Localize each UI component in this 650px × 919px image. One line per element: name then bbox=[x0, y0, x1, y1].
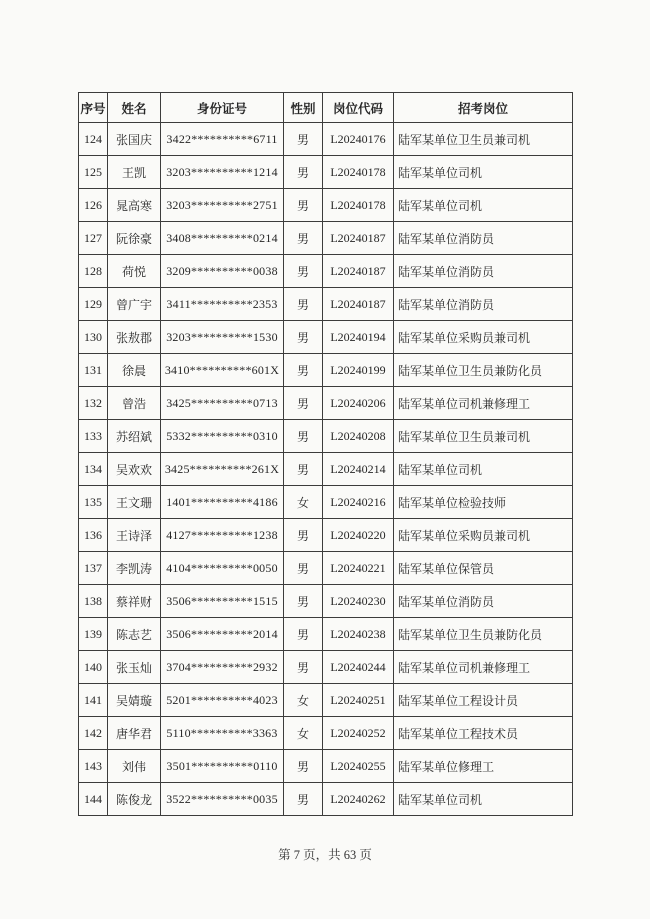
roster-table bbox=[78, 92, 573, 816]
cell-id-number: 3506**********1515 bbox=[161, 585, 284, 618]
cell-position-code: L20240206 bbox=[323, 387, 394, 420]
table-row bbox=[79, 552, 573, 585]
cell-position-code: L20240230 bbox=[323, 585, 394, 618]
cell-sequence-number: 136 bbox=[79, 519, 108, 552]
table-row bbox=[79, 189, 573, 222]
cell-name: 曾浩 bbox=[108, 387, 161, 420]
page-indicator: 第 7 页，共 63 页 bbox=[278, 848, 372, 862]
cell-sequence-number: 124 bbox=[79, 123, 108, 156]
cell-name: 王文珊 bbox=[108, 486, 161, 519]
column-header-sequence-number: 序号 bbox=[79, 93, 108, 123]
cell-sequence-number: 144 bbox=[79, 783, 108, 816]
cell-name: 吴欢欢 bbox=[108, 453, 161, 486]
cell-name: 刘伟 bbox=[108, 750, 161, 783]
cell-recruitment-position: 陆军某单位司机兼修理工 bbox=[394, 651, 573, 684]
cell-gender: 男 bbox=[284, 420, 323, 453]
cell-id-number: 3704**********2932 bbox=[161, 651, 284, 684]
cell-recruitment-position: 陆军某单位修理工 bbox=[394, 750, 573, 783]
cell-id-number: 3203**********2751 bbox=[161, 189, 284, 222]
roster-table-header bbox=[79, 93, 573, 123]
table-row bbox=[79, 420, 573, 453]
cell-gender: 男 bbox=[284, 552, 323, 585]
cell-sequence-number: 133 bbox=[79, 420, 108, 453]
cell-name: 王诗泽 bbox=[108, 519, 161, 552]
cell-name: 荷悦 bbox=[108, 255, 161, 288]
cell-id-number: 3411**********2353 bbox=[161, 288, 284, 321]
cell-recruitment-position: 陆军某单位司机 bbox=[394, 453, 573, 486]
cell-name: 张敖郡 bbox=[108, 321, 161, 354]
cell-position-code: L20240187 bbox=[323, 288, 394, 321]
cell-name: 曾广宇 bbox=[108, 288, 161, 321]
cell-sequence-number: 130 bbox=[79, 321, 108, 354]
table-row bbox=[79, 717, 573, 750]
cell-sequence-number: 125 bbox=[79, 156, 108, 189]
cell-gender: 男 bbox=[284, 585, 323, 618]
cell-position-code: L20240244 bbox=[323, 651, 394, 684]
table-row bbox=[79, 684, 573, 717]
cell-position-code: L20240187 bbox=[323, 222, 394, 255]
cell-sequence-number: 131 bbox=[79, 354, 108, 387]
cell-recruitment-position: 陆军某单位工程设计员 bbox=[394, 684, 573, 717]
roster-table-body bbox=[79, 123, 573, 816]
table-row bbox=[79, 486, 573, 519]
cell-id-number: 3425**********0713 bbox=[161, 387, 284, 420]
cell-gender: 女 bbox=[284, 486, 323, 519]
table-row bbox=[79, 519, 573, 552]
cell-name: 徐晨 bbox=[108, 354, 161, 387]
cell-recruitment-position: 陆军某单位检验技师 bbox=[394, 486, 573, 519]
cell-id-number: 4127**********1238 bbox=[161, 519, 284, 552]
cell-gender: 男 bbox=[284, 222, 323, 255]
table-row bbox=[79, 585, 573, 618]
cell-position-code: L20240208 bbox=[323, 420, 394, 453]
cell-sequence-number: 126 bbox=[79, 189, 108, 222]
cell-name: 蔡祥财 bbox=[108, 585, 161, 618]
cell-id-number: 3408**********0214 bbox=[161, 222, 284, 255]
cell-sequence-number: 128 bbox=[79, 255, 108, 288]
cell-gender: 男 bbox=[284, 354, 323, 387]
cell-gender: 男 bbox=[284, 750, 323, 783]
cell-recruitment-position: 陆军某单位消防员 bbox=[394, 255, 573, 288]
cell-position-code: L20240216 bbox=[323, 486, 394, 519]
table-row bbox=[79, 783, 573, 816]
cell-gender: 男 bbox=[284, 453, 323, 486]
cell-sequence-number: 137 bbox=[79, 552, 108, 585]
cell-gender: 男 bbox=[284, 189, 323, 222]
cell-gender: 女 bbox=[284, 684, 323, 717]
table-row bbox=[79, 354, 573, 387]
cell-recruitment-position: 陆军某单位采购员兼司机 bbox=[394, 519, 573, 552]
cell-recruitment-position: 陆军某单位卫生员兼防化员 bbox=[394, 354, 573, 387]
table-row bbox=[79, 651, 573, 684]
cell-sequence-number: 129 bbox=[79, 288, 108, 321]
cell-gender: 男 bbox=[284, 123, 323, 156]
cell-id-number: 5332**********0310 bbox=[161, 420, 284, 453]
cell-sequence-number: 139 bbox=[79, 618, 108, 651]
cell-recruitment-position: 陆军某单位司机 bbox=[394, 156, 573, 189]
cell-position-code: L20240262 bbox=[323, 783, 394, 816]
cell-id-number: 5201**********4023 bbox=[161, 684, 284, 717]
cell-gender: 男 bbox=[284, 288, 323, 321]
cell-position-code: L20240252 bbox=[323, 717, 394, 750]
cell-name: 阮徐豪 bbox=[108, 222, 161, 255]
table-row bbox=[79, 387, 573, 420]
cell-gender: 男 bbox=[284, 321, 323, 354]
cell-recruitment-position: 陆军某单位司机 bbox=[394, 783, 573, 816]
cell-position-code: L20240199 bbox=[323, 354, 394, 387]
cell-recruitment-position: 陆军某单位司机兼修理工 bbox=[394, 387, 573, 420]
cell-id-number: 4104**********0050 bbox=[161, 552, 284, 585]
cell-id-number: 3501**********0110 bbox=[161, 750, 284, 783]
cell-sequence-number: 138 bbox=[79, 585, 108, 618]
cell-id-number: 3425**********261X bbox=[161, 453, 284, 486]
cell-gender: 男 bbox=[284, 651, 323, 684]
cell-id-number: 5110**********3363 bbox=[161, 717, 284, 750]
cell-position-code: L20240178 bbox=[323, 156, 394, 189]
cell-id-number: 3522**********0035 bbox=[161, 783, 284, 816]
cell-position-code: L20240187 bbox=[323, 255, 394, 288]
cell-gender: 女 bbox=[284, 717, 323, 750]
cell-recruitment-position: 陆军某单位消防员 bbox=[394, 222, 573, 255]
cell-sequence-number: 143 bbox=[79, 750, 108, 783]
table-row bbox=[79, 453, 573, 486]
cell-recruitment-position: 陆军某单位保管员 bbox=[394, 552, 573, 585]
table-row bbox=[79, 222, 573, 255]
cell-recruitment-position: 陆军某单位消防员 bbox=[394, 585, 573, 618]
cell-position-code: L20240220 bbox=[323, 519, 394, 552]
cell-recruitment-position: 陆军某单位卫生员兼防化员 bbox=[394, 618, 573, 651]
cell-name: 李凯涛 bbox=[108, 552, 161, 585]
cell-recruitment-position: 陆军某单位消防员 bbox=[394, 288, 573, 321]
cell-id-number: 3410**********601X bbox=[161, 354, 284, 387]
cell-sequence-number: 140 bbox=[79, 651, 108, 684]
table-row bbox=[79, 123, 573, 156]
table-row bbox=[79, 321, 573, 354]
cell-gender: 男 bbox=[284, 255, 323, 288]
table-row bbox=[79, 750, 573, 783]
cell-name: 陈俊龙 bbox=[108, 783, 161, 816]
cell-name: 张国庆 bbox=[108, 123, 161, 156]
cell-position-code: L20240221 bbox=[323, 552, 394, 585]
header-row bbox=[79, 93, 573, 123]
column-header-gender: 性别 bbox=[284, 93, 323, 123]
cell-sequence-number: 132 bbox=[79, 387, 108, 420]
cell-name: 吴婧璇 bbox=[108, 684, 161, 717]
cell-position-code: L20240214 bbox=[323, 453, 394, 486]
cell-sequence-number: 135 bbox=[79, 486, 108, 519]
cell-position-code: L20240255 bbox=[323, 750, 394, 783]
cell-id-number: 3422**********6711 bbox=[161, 123, 284, 156]
cell-name: 王凯 bbox=[108, 156, 161, 189]
cell-gender: 男 bbox=[284, 519, 323, 552]
cell-name: 唐华君 bbox=[108, 717, 161, 750]
cell-position-code: L20240238 bbox=[323, 618, 394, 651]
cell-id-number: 3203**********1530 bbox=[161, 321, 284, 354]
cell-id-number: 1401**********4186 bbox=[161, 486, 284, 519]
cell-recruitment-position: 陆军某单位采购员兼司机 bbox=[394, 321, 573, 354]
cell-id-number: 3203**********1214 bbox=[161, 156, 284, 189]
cell-position-code: L20240251 bbox=[323, 684, 394, 717]
cell-recruitment-position: 陆军某单位卫生员兼司机 bbox=[394, 123, 573, 156]
cell-sequence-number: 134 bbox=[79, 453, 108, 486]
cell-recruitment-position: 陆军某单位司机 bbox=[394, 189, 573, 222]
column-header-name: 姓名 bbox=[108, 93, 161, 123]
table-row bbox=[79, 156, 573, 189]
cell-position-code: L20240176 bbox=[323, 123, 394, 156]
cell-gender: 男 bbox=[284, 387, 323, 420]
cell-sequence-number: 142 bbox=[79, 717, 108, 750]
cell-gender: 男 bbox=[284, 783, 323, 816]
table-row bbox=[79, 288, 573, 321]
cell-recruitment-position: 陆军某单位工程技术员 bbox=[394, 717, 573, 750]
column-header-recruitment-position: 招考岗位 bbox=[394, 93, 573, 123]
table-row bbox=[79, 618, 573, 651]
column-header-id-number: 身份证号 bbox=[161, 93, 284, 123]
cell-gender: 男 bbox=[284, 618, 323, 651]
cell-sequence-number: 127 bbox=[79, 222, 108, 255]
cell-id-number: 3209**********0038 bbox=[161, 255, 284, 288]
cell-name: 张玉灿 bbox=[108, 651, 161, 684]
cell-recruitment-position: 陆军某单位卫生员兼司机 bbox=[394, 420, 573, 453]
cell-name: 陈志艺 bbox=[108, 618, 161, 651]
cell-position-code: L20240194 bbox=[323, 321, 394, 354]
table-row bbox=[79, 255, 573, 288]
cell-name: 苏绍斌 bbox=[108, 420, 161, 453]
column-header-position-code: 岗位代码 bbox=[323, 93, 394, 123]
cell-position-code: L20240178 bbox=[323, 189, 394, 222]
cell-sequence-number: 141 bbox=[79, 684, 108, 717]
page-footer bbox=[0, 845, 650, 863]
cell-id-number: 3506**********2014 bbox=[161, 618, 284, 651]
cell-name: 晁高寒 bbox=[108, 189, 161, 222]
cell-gender: 男 bbox=[284, 156, 323, 189]
